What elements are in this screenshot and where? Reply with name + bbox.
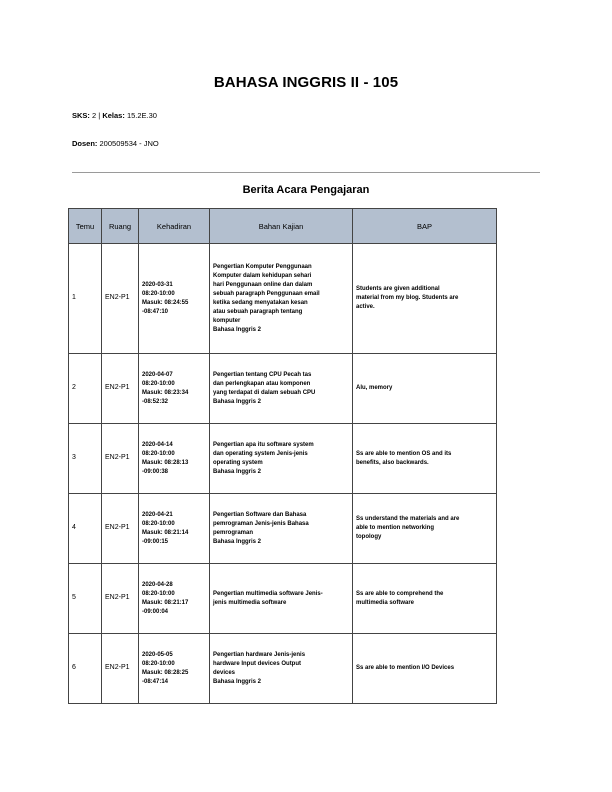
cell-bap [353, 494, 497, 564]
kehadiran-line: 2020-04-14 [142, 441, 173, 448]
bahan-line: Pengertian multimedia software Jenis- [213, 590, 323, 597]
cell-bahan-kajian [210, 244, 353, 354]
bap-line: able to mention networking [356, 525, 435, 531]
kehadiran-line: -09:00:15 [142, 538, 169, 545]
sks-label: SKS: [72, 111, 90, 120]
divider [72, 172, 540, 173]
bap-table [68, 208, 497, 704]
bap-line: Students are given additional [356, 286, 440, 292]
kehadiran-line: -08:52:32 [142, 398, 169, 405]
cell-bap [353, 244, 497, 354]
kehadiran-line: -09:00:38 [142, 468, 169, 475]
bap-line: multimedia software [356, 599, 415, 606]
kehadiran-line: Masuk: 08:21:17 [142, 599, 189, 606]
cell-kehadiran [139, 244, 210, 354]
bap-line: Ss are able to mention I/O Devices [356, 665, 455, 671]
cell-bap [353, 634, 497, 704]
cell-ruang: EN2-P1 [102, 244, 139, 354]
bahan-line: Bahasa Inggris 2 [213, 326, 262, 333]
cell-bahan-kajian [210, 564, 353, 634]
bahan-line: Pengertian Software dan Bahasa [213, 511, 307, 518]
bahan-line: dan operating system Jenis-jenis [213, 450, 308, 457]
cell-kehadiran [139, 634, 210, 704]
table-row [69, 634, 497, 704]
cell-ruang: EN2-P1 [102, 354, 139, 424]
header-bap: BAP [353, 209, 497, 244]
bahan-line: ketika sedang menyatakan kesan [213, 299, 308, 306]
cell-temu: 3 [69, 424, 102, 494]
cell-kehadiran [139, 494, 210, 564]
kehadiran-line: 2020-04-21 [142, 511, 173, 518]
kehadiran-line: Masuk: 08:28:13 [142, 459, 189, 466]
bahan-line: Pengertian apa itu software system [213, 441, 314, 448]
kehadiran-line: 2020-03-31 [142, 281, 173, 288]
bahan-line: jenis multimedia software [213, 599, 287, 606]
kehadiran-line: 2020-05-05 [142, 651, 173, 658]
bahan-line: Bahasa Inggris 2 [213, 538, 262, 545]
kehadiran-line: -08:47:10 [142, 308, 169, 315]
bap-line: benefits, also backwards. [356, 459, 429, 466]
bahan-line: hardware Input devices Output [213, 660, 302, 667]
table-row [69, 424, 497, 494]
bahan-line: atau sebuah paragraph tentang [213, 308, 303, 315]
cell-bap [353, 564, 497, 634]
bahan-line: hari Penggunaan online dan dalam [213, 281, 313, 288]
kehadiran-line: 2020-04-07 [142, 371, 173, 378]
cell-bap [353, 354, 497, 424]
bap-line: material from my blog. Students are [356, 295, 459, 301]
sks-value: 2 [92, 111, 97, 120]
dosen-value: 200509534 - JNO [99, 139, 159, 148]
header-kehadiran: Kehadiran [139, 209, 210, 244]
kehadiran-line: 08:20-10:00 [142, 660, 175, 667]
kehadiran-line: -09:00:04 [142, 608, 169, 615]
cell-bap [353, 424, 497, 494]
cell-temu: 5 [69, 564, 102, 634]
bahan-line: Pengertian Komputer Penggunaan [213, 263, 312, 270]
lecturer-meta [72, 139, 159, 148]
cell-temu: 4 [69, 494, 102, 564]
bap-line: Alu, memory [356, 385, 393, 391]
kehadiran-line: Masuk: 08:24:55 [142, 299, 189, 306]
kehadiran-line: Masuk: 08:28:25 [142, 669, 189, 676]
kelas-value: 15.2E.30 [126, 111, 157, 120]
bap-line: topology [356, 534, 382, 540]
bahan-line: Pengertian tentang CPU Pecah tas [213, 371, 312, 378]
cell-temu: 2 [69, 354, 102, 424]
bahan-line: pemrograman [213, 529, 254, 536]
header-bahan-kajian: Bahan Kajian [210, 209, 353, 244]
cell-ruang: EN2-P1 [102, 634, 139, 704]
bahan-line: Bahasa Inggris 2 [213, 468, 262, 475]
kelas-label: Kelas: [102, 111, 125, 120]
header-ruang: Ruang [102, 209, 139, 244]
bahan-line: komputer [213, 317, 241, 324]
bahan-line: pemrograman Jenis-jenis Bahasa [213, 520, 309, 527]
kehadiran-line: Masuk: 08:23:34 [142, 389, 189, 396]
cell-kehadiran [139, 564, 210, 634]
cell-bahan-kajian [210, 494, 353, 564]
table-row [69, 494, 497, 564]
kehadiran-line: 08:20-10:00 [142, 450, 175, 457]
kehadiran-line: 08:20-10:00 [142, 380, 175, 387]
bahan-line: Bahasa Inggris 2 [213, 398, 262, 405]
dosen-label: Dosen: [72, 139, 98, 148]
bahan-line: devices [213, 669, 236, 676]
table-header-row [69, 209, 497, 244]
cell-kehadiran [139, 424, 210, 494]
bap-line: active. [356, 304, 375, 310]
bahan-line: dan perlengkapan atau komponen [213, 380, 311, 387]
bahan-line: Pengertian hardware Jenis-jenis [213, 651, 306, 658]
bahan-line: Komputer dalam kehidupan sehari [213, 272, 312, 279]
cell-bahan-kajian [210, 424, 353, 494]
bap-line: Ss are able to comprehend the [356, 590, 444, 597]
kehadiran-line: Masuk: 08:21:14 [142, 529, 189, 536]
page-title: BAHASA INGGRIS II - 105 [213, 74, 399, 91]
bahan-line: operating system [213, 459, 263, 466]
bap-line: Ss understand the materials and are [356, 516, 460, 522]
kehadiran-line: 08:20-10:00 [142, 520, 175, 527]
kehadiran-line: 08:20-10:00 [142, 590, 175, 597]
kehadiran-line: 08:20-10:00 [142, 290, 175, 297]
cell-bahan-kajian [210, 634, 353, 704]
cell-ruang: EN2-P1 [102, 494, 139, 564]
course-meta [72, 111, 157, 120]
bahan-line: sebuah paragraph Penggunaan email [213, 290, 320, 297]
header-temu: Temu [69, 209, 102, 244]
cell-ruang: EN2-P1 [102, 424, 139, 494]
section-title: Berita Acara Pengajaran [242, 184, 370, 196]
bap-line: Ss are able to mention OS and its [356, 450, 452, 457]
kehadiran-line: -08:47:14 [142, 678, 169, 685]
meta-separator: | [98, 111, 101, 120]
cell-temu: 1 [69, 244, 102, 354]
cell-ruang: EN2-P1 [102, 564, 139, 634]
table-row [69, 564, 497, 634]
bahan-line: yang terdapat di dalam sebuah CPU [213, 389, 316, 396]
cell-bahan-kajian [210, 354, 353, 424]
table-row [69, 354, 497, 424]
table-row [69, 244, 497, 354]
cell-kehadiran [139, 354, 210, 424]
kehadiran-line: 2020-04-28 [142, 581, 173, 588]
bahan-line: Bahasa Inggris 2 [213, 678, 262, 685]
cell-temu: 6 [69, 634, 102, 704]
